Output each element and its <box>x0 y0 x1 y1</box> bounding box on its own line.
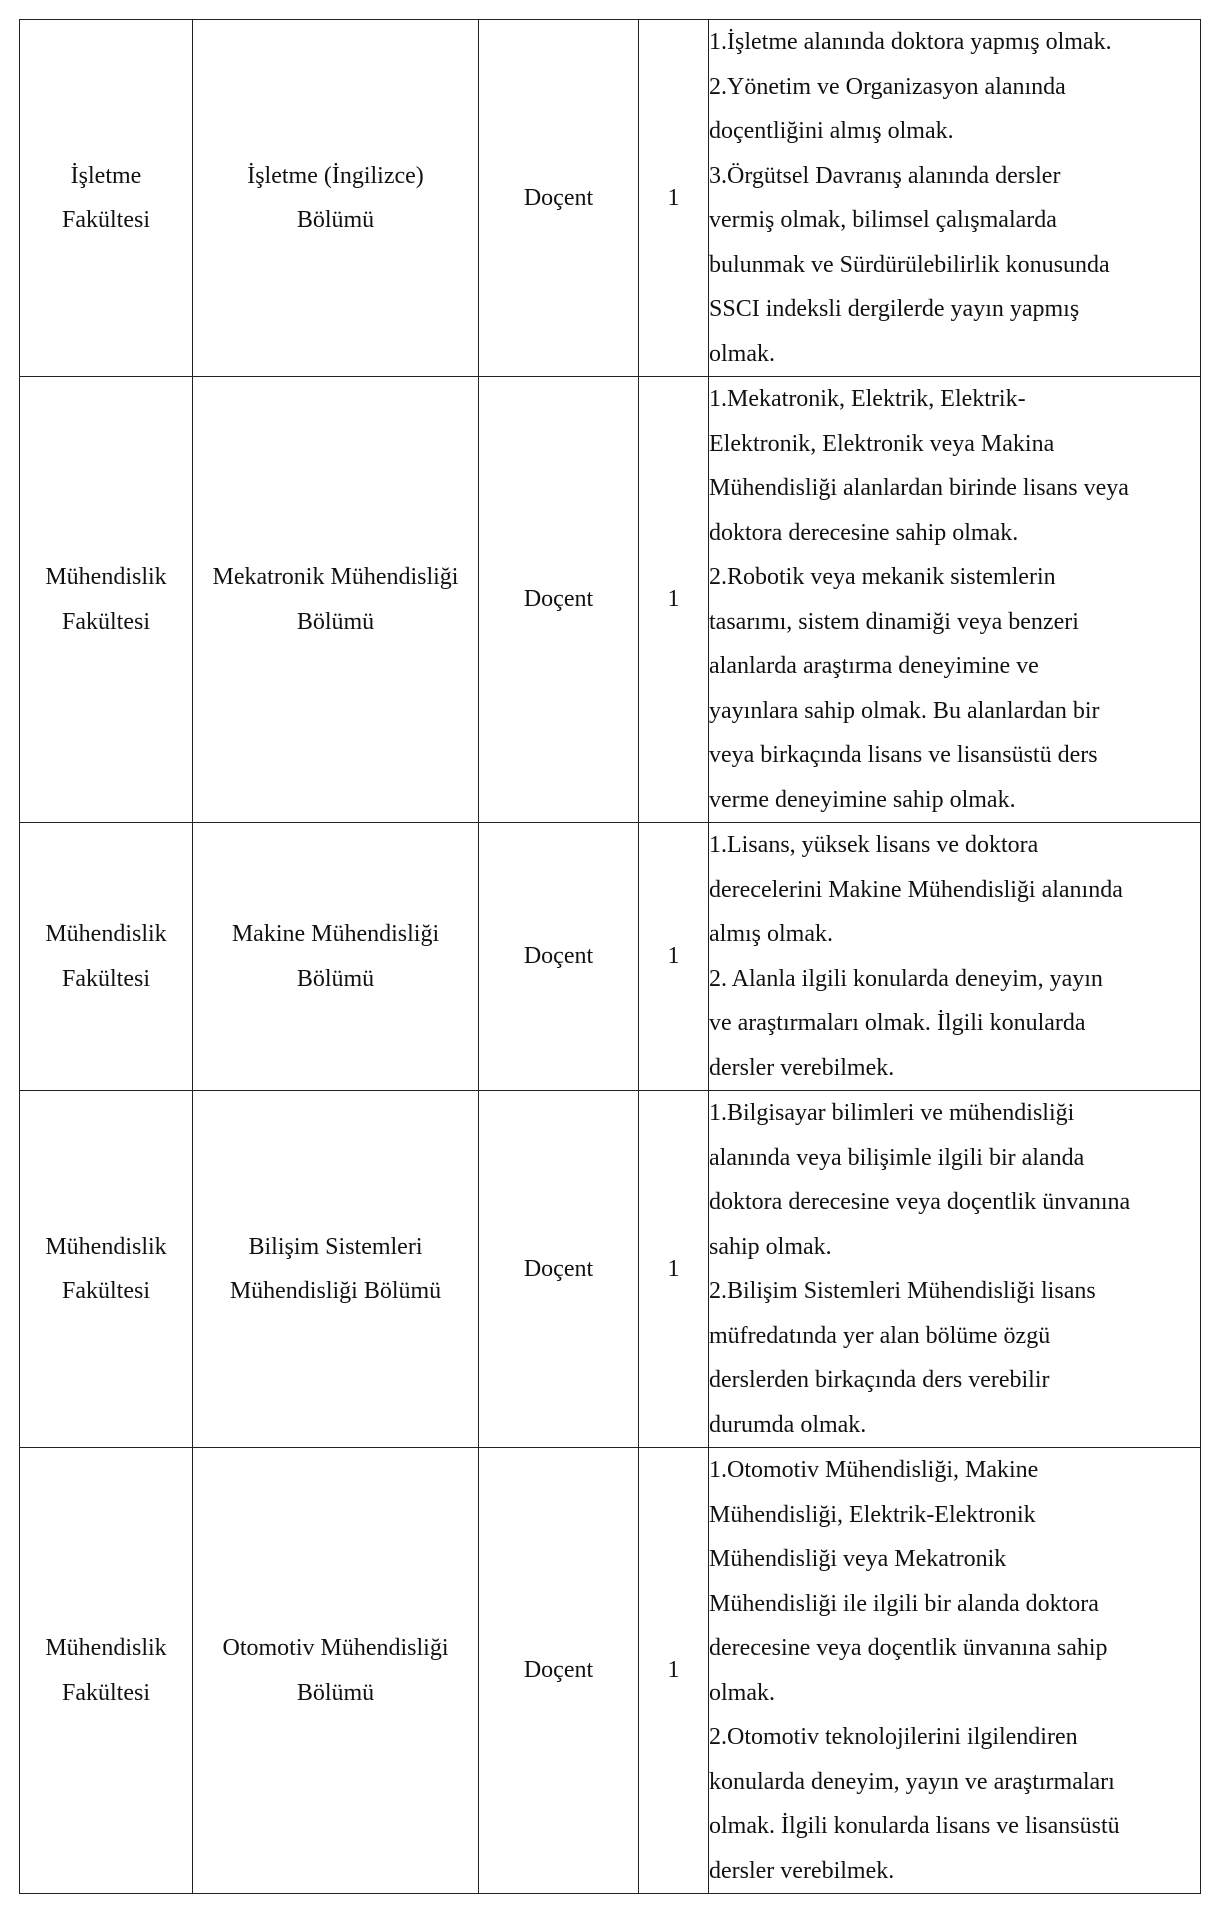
positions-table <box>19 19 1201 1894</box>
department-line: Bölümü <box>296 965 375 992</box>
table-row <box>20 1091 1201 1448</box>
requirement-line: almış olmak. <box>709 921 833 947</box>
requirement-line: veya birkaçında lisans ve lisansüstü ders <box>709 742 1098 768</box>
requirement-line: Mühendisliği alanlardan birinde lisans veya <box>709 475 1129 501</box>
requirement-line: 2.Otomotiv teknolojilerini ilgilendiren <box>709 1724 1078 1750</box>
department-line: Bölümü <box>296 608 375 635</box>
requirement-line: 2.Bilişim Sistemleri Mühendisliği lisans <box>709 1278 1096 1304</box>
table-row <box>20 823 1201 1091</box>
faculty-line: Mühendislik <box>45 564 167 590</box>
title-cell: Doçent <box>479 20 639 377</box>
requirement-line: bulunmak ve Sürdürülebilirlik konusunda <box>709 251 1110 278</box>
requirements-cell <box>709 20 1201 377</box>
requirement-line: doktora derecesine sahip olmak. <box>709 519 1019 546</box>
title-cell: Doçent <box>479 1091 639 1448</box>
count-cell: 1 <box>639 823 709 1091</box>
requirement-line: Mühendisliği ile ilgili bir alanda doktora <box>709 1590 1099 1617</box>
department-line: Bölümü <box>296 1679 375 1706</box>
requirement-line: yayınlara sahip olmak. Bu alanlardan bir <box>709 697 1100 724</box>
faculty-line: Mühendislik <box>45 1233 167 1260</box>
faculty-line: Mühendislik <box>45 921 167 947</box>
department-cell <box>193 1448 479 1894</box>
requirement-line: dersler verebilmek. <box>709 1857 895 1884</box>
requirement-line: sahip olmak. <box>709 1233 832 1260</box>
requirement-line: Mühendisliği veya Mekatronik <box>709 1546 1007 1572</box>
department-cell <box>193 823 479 1091</box>
requirement-line: 1.Lisans, yüksek lisans ve doktora <box>709 832 1039 858</box>
requirements-cell <box>709 377 1201 823</box>
count-cell: 1 <box>639 1448 709 1894</box>
requirement-line: 3.Örgütsel Davranış alanında dersler <box>709 162 1061 189</box>
requirement-line: alanında veya bilişimle ilgili bir alanda <box>709 1144 1085 1171</box>
requirement-line: derslerden birkaçında ders verebilir <box>709 1367 1050 1393</box>
requirement-line: olmak. <box>709 340 775 367</box>
requirement-line: olmak. <box>709 1679 775 1706</box>
faculty-cell <box>20 377 193 823</box>
requirement-line: 1.Bilgisayar bilimleri ve mühendisliği <box>709 1100 1075 1126</box>
faculty-cell <box>20 20 193 377</box>
count-cell: 1 <box>639 1091 709 1448</box>
department-line: Bölümü <box>296 207 375 233</box>
table-row <box>20 20 1201 377</box>
requirement-line: doktora derecesine veya doçentlik ünvanına <box>709 1189 1131 1215</box>
requirement-line: SSCI indeksli dergilerde yayın yapmış <box>709 296 1080 322</box>
faculty-line: Fakültesi <box>62 207 150 233</box>
requirement-line: 2.Robotik veya mekanik sistemlerin <box>709 564 1056 590</box>
requirement-line: alanlarda araştırma deneyimine ve <box>709 653 1039 679</box>
faculty-line: Fakültesi <box>62 965 150 992</box>
requirement-line: durumda olmak. <box>709 1411 867 1438</box>
table-row <box>20 377 1201 823</box>
department-cell <box>193 20 479 377</box>
requirement-line: müfredatında yer alan bölüme özgü <box>709 1322 1051 1349</box>
title-cell: Doçent <box>479 377 639 823</box>
requirements-cell <box>709 1448 1201 1894</box>
requirement-line: 1.Otomotiv Mühendisliği, Makine <box>709 1457 1039 1483</box>
faculty-line: Fakültesi <box>62 1278 150 1304</box>
requirement-line: Mühendisliği, Elektrik-Elektronik <box>709 1501 1036 1528</box>
faculty-line: Mühendislik <box>45 1635 167 1661</box>
requirement-line: konularda deneyim, yayın ve araştırmaları <box>709 1768 1115 1795</box>
faculty-cell <box>20 1448 193 1894</box>
requirement-line: vermiş olmak, bilimsel çalışmalarda <box>709 207 1057 233</box>
department-line: Mühendisliği Bölümü <box>229 1278 442 1304</box>
faculty-line: Fakültesi <box>62 608 150 635</box>
faculty-line: İşletme <box>70 162 142 189</box>
requirement-line: derecelerini Makine Mühendisliği alanında <box>709 876 1123 903</box>
faculty-cell <box>20 1091 193 1448</box>
department-line: Bilişim Sistemleri <box>248 1233 423 1260</box>
requirement-line: 1.İşletme alanında doktora yapmış olmak. <box>709 29 1112 55</box>
requirements-cell <box>709 823 1201 1091</box>
requirement-line: 2. Alanla ilgili konularda deneyim, yayın <box>709 965 1103 992</box>
requirement-line: 1.Mekatronik, Elektrik, Elektrik- <box>709 386 1026 412</box>
department-line: Mekatronik Mühendisliği <box>212 564 459 590</box>
department-line: Otomotiv Mühendisliği <box>222 1635 449 1661</box>
requirement-line: dersler verebilmek. <box>709 1054 895 1081</box>
table-body <box>20 20 1201 1894</box>
table-row <box>20 1448 1201 1894</box>
title-cell: Doçent <box>479 1448 639 1894</box>
department-line: İşletme (İngilizce) <box>247 162 424 189</box>
department-cell <box>193 1091 479 1448</box>
requirement-line: derecesine veya doçentlik ünvanına sahip <box>709 1635 1108 1661</box>
department-line: Makine Mühendisliği <box>231 921 440 947</box>
requirements-cell <box>709 1091 1201 1448</box>
requirement-line: verme deneyimine sahip olmak. <box>709 786 1016 813</box>
department-cell <box>193 377 479 823</box>
requirement-line: Elektronik, Elektronik veya Makina <box>709 430 1055 457</box>
title-cell: Doçent <box>479 823 639 1091</box>
requirement-line: 2.Yönetim ve Organizasyon alanında <box>709 73 1066 100</box>
requirement-line: doçentliğini almış olmak. <box>709 118 954 144</box>
count-cell: 1 <box>639 20 709 377</box>
requirement-line: tasarımı, sistem dinamiği veya benzeri <box>709 608 1079 635</box>
requirement-line: ve araştırmaları olmak. İlgili konularda <box>709 1010 1086 1036</box>
count-cell: 1 <box>639 377 709 823</box>
faculty-line: Fakültesi <box>62 1679 150 1706</box>
faculty-cell <box>20 823 193 1091</box>
requirement-line: olmak. İlgili konularda lisans ve lisansüstü <box>709 1813 1120 1839</box>
